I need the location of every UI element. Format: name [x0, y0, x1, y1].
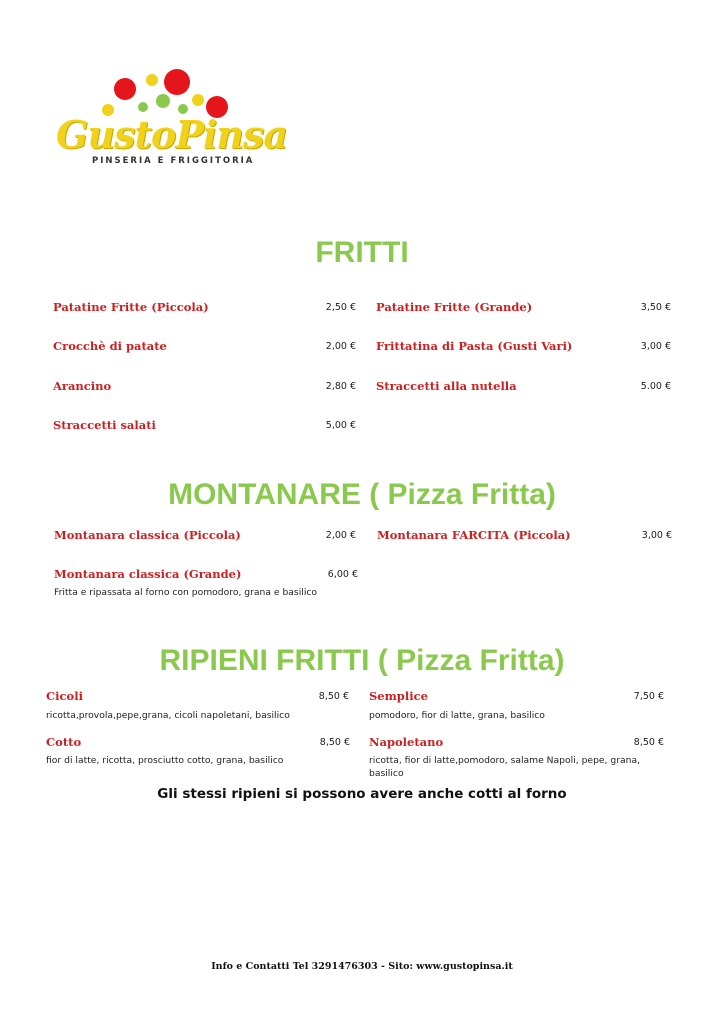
- menu-item-price: 2,00 €: [325, 530, 356, 541]
- menu-item-price: 8,50 €: [318, 691, 349, 702]
- logo-dot-yellow: [146, 74, 158, 86]
- menu-item-price: 3,00 €: [641, 530, 672, 541]
- menu-item-name: Patatine Fritte (Grande): [376, 300, 533, 314]
- menu-item-name: Arancino: [53, 379, 112, 393]
- menu-item-price: 3,50 €: [640, 302, 671, 313]
- section-title-ripieni: RIPIENI FRITTI ( Pizza Fritta): [159, 644, 565, 677]
- menu-item-name: Montanara FARCITA (Piccola): [377, 528, 571, 542]
- menu-item-price: 8,50 €: [319, 737, 350, 748]
- item-description: ricotta, fior di latte,pomodoro, salame Napoli, pepe, grana, basilico: [369, 755, 641, 779]
- footer-contacts: Info e Contatti Tel 3291476303 - Sito: www.gustopinsa.it: [211, 961, 513, 972]
- menu-item-name: Napoletano: [369, 735, 444, 749]
- brand-name: GustoPinsa: [56, 112, 288, 157]
- menu-item-name: Frittatina di Pasta (Gusti Vari): [376, 339, 573, 353]
- menu-item-price: 6,00 €: [327, 569, 358, 580]
- menu-item-price: 7,50 €: [633, 691, 664, 702]
- logo-dot-red: [114, 78, 136, 100]
- menu-item-price: 2,00 €: [325, 341, 356, 352]
- logo-dot-green: [138, 102, 148, 112]
- logo-dot-green: [156, 94, 170, 108]
- item-description: Fritta e ripassata al forno con pomodoro, grana e basilico: [54, 587, 318, 598]
- menu-item-price: 2,80 €: [325, 381, 356, 392]
- menu-item-price: 8,50 €: [633, 737, 664, 748]
- brand-logo: [52, 66, 288, 176]
- brand-tagline: PINSERIA E FRIGGITORIA: [92, 156, 255, 166]
- logo-dot-red: [164, 69, 190, 95]
- menu-item-price: 2,50 €: [325, 302, 356, 313]
- menu-item-name: Straccetti alla nutella: [376, 379, 517, 393]
- menu-item-price: 3,00 €: [640, 341, 671, 352]
- menu-item-name: Semplice: [369, 689, 428, 703]
- logo-dot-yellow: [192, 94, 204, 106]
- menu-item-name: Montanara classica (Grande): [54, 567, 242, 581]
- item-description: ricotta,provola,pepe,grana, cicoli napoletani, basilico: [46, 710, 290, 721]
- section-title-fritti: FRITTI: [315, 236, 409, 269]
- menu-item-name: Straccetti salati: [53, 418, 156, 432]
- menu-item-price: 5,00 €: [325, 420, 356, 431]
- menu-item-price: 5.00 €: [640, 381, 671, 392]
- item-description: fior di latte, ricotta, prosciutto cotto, grana, basilico: [46, 755, 284, 766]
- menu-item-name: Montanara classica (Piccola): [54, 528, 241, 542]
- menu-item-name: Crocchè di patate: [53, 339, 167, 353]
- item-description: pomodoro, fior di latte, grana, basilico: [369, 710, 545, 721]
- menu-item-name: Cicoli: [46, 689, 83, 703]
- menu-item-name: Cotto: [46, 735, 82, 749]
- section-title-montanare: MONTANARE ( Pizza Fritta): [168, 478, 556, 511]
- menu-item-name: Patatine Fritte (Piccola): [53, 300, 209, 314]
- oven-note: Gli stessi ripieni si possono avere anche cotti al forno: [157, 786, 567, 802]
